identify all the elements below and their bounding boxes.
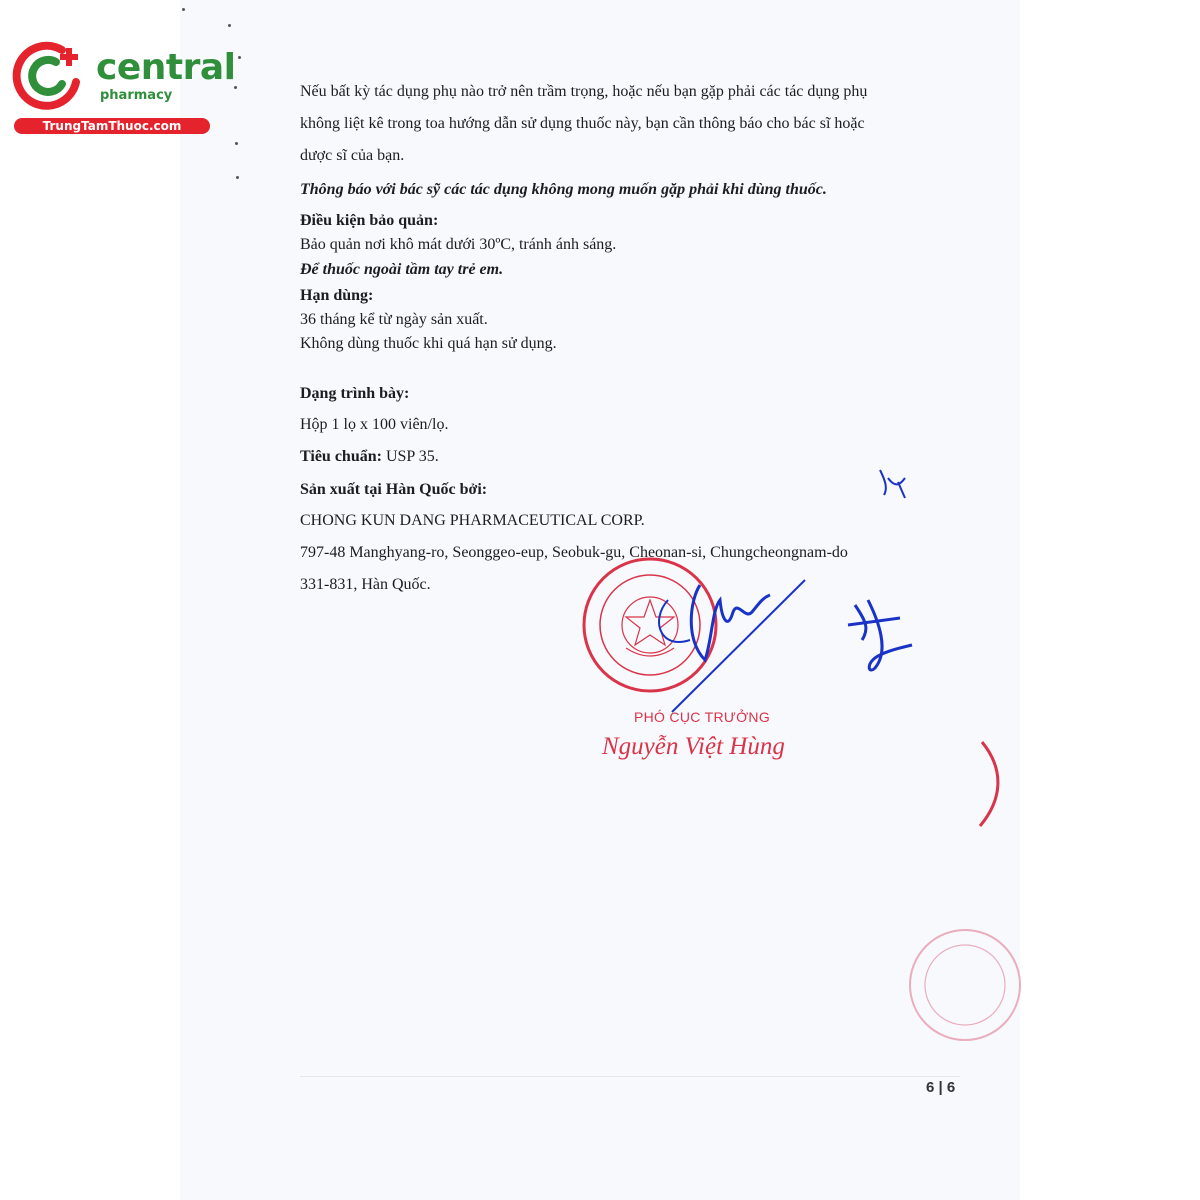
manufacturer-company: CHONG KUN DANG PHARMACEUTICAL CORP. bbox=[300, 512, 645, 529]
standard-line bbox=[300, 447, 439, 467]
scan-background-right bbox=[1020, 0, 1200, 1200]
scan-speck bbox=[235, 142, 238, 145]
signatory-title: PHÓ CỤC TRƯỞNG bbox=[634, 709, 771, 725]
logo-wordmark: central bbox=[96, 47, 236, 88]
side-effects-line-2: không liệt kê trong toa hướng dẫn sử dụng thuốc này, bạn cần thông báo cho bác sĩ hoặc bbox=[300, 115, 865, 132]
storage-text: Bảo quản nơi khô mát dưới 30ºC, tránh ánh sáng. bbox=[300, 236, 617, 253]
logo-subtitle: pharmacy bbox=[100, 88, 173, 103]
central-pharmacy-logo[interactable] bbox=[10, 36, 236, 136]
presentation-text: Hộp 1 lọ x 100 viên/lọ. bbox=[300, 416, 449, 433]
manufacturer-heading: Sản xuất tại Hàn Quốc bởi: bbox=[300, 481, 488, 498]
manufacturer-address-1: 797-48 Manghyang-ro, Seonggeo-eup, Seobuk-gu, Cheonan-si, Chungcheongnam-do bbox=[300, 544, 848, 561]
signatory-name: Nguyễn Việt Hùng bbox=[602, 733, 785, 760]
scan-background-left bbox=[0, 0, 200, 1200]
logo-website-link[interactable]: TrungTamThuoc.com bbox=[14, 118, 210, 134]
footer-divider bbox=[300, 1076, 960, 1077]
manufacturer-address-2: 331-831, Hàn Quốc. bbox=[300, 576, 431, 593]
scan-speck bbox=[182, 8, 185, 11]
standard-value: USP 35. bbox=[385, 448, 439, 465]
scan-speck bbox=[238, 56, 241, 59]
side-effects-line-1: Nếu bất kỳ tác dụng phụ nào trở nên trầm trọng, hoặc nếu bạn gặp phải các tác dụng phụ bbox=[300, 83, 868, 100]
central-pharmacy-emblem-icon bbox=[10, 36, 90, 116]
scan-speck bbox=[228, 24, 231, 27]
expiry-warning: Không dùng thuốc khi quá hạn sử dụng. bbox=[300, 335, 557, 352]
scan-speck bbox=[236, 176, 239, 179]
adverse-effects-notice: Thông báo với bác sỹ các tác dụng không mong muốn gặp phải khi dùng thuốc. bbox=[300, 181, 827, 198]
page-number: 6 | 6 bbox=[926, 1079, 956, 1096]
standard-label: Tiêu chuẩn: bbox=[300, 448, 382, 465]
side-effects-line-3: dược sĩ của bạn. bbox=[300, 147, 405, 164]
shelf-life-text: 36 tháng kể từ ngày sản xuất. bbox=[300, 311, 488, 328]
shelf-life-heading: Hạn dùng: bbox=[300, 287, 374, 304]
children-warning: Để thuốc ngoài tầm tay trẻ em. bbox=[300, 261, 504, 278]
storage-heading: Điều kiện bảo quản: bbox=[300, 212, 439, 229]
presentation-heading: Dạng trình bày: bbox=[300, 385, 410, 402]
